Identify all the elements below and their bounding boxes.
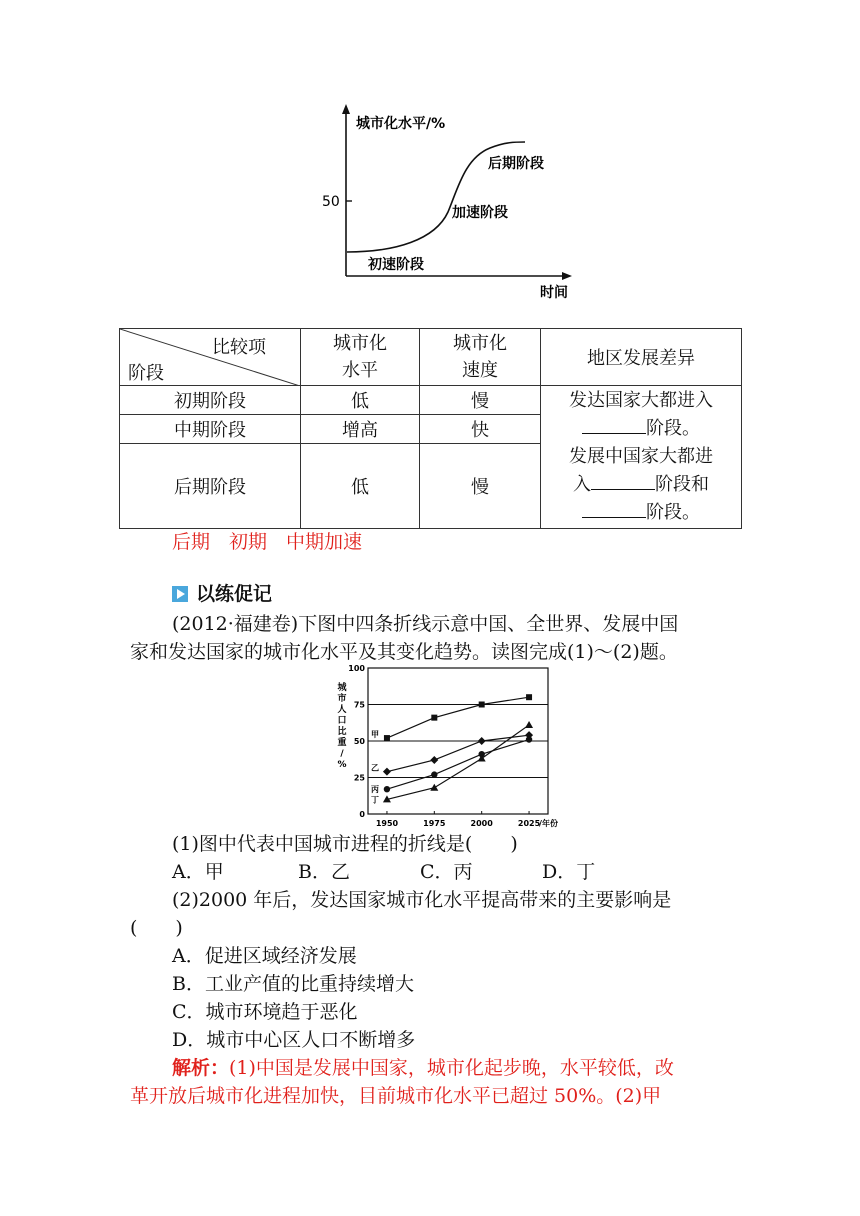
series-name-label-0: 甲 bbox=[370, 730, 379, 740]
y-axis-arrow bbox=[342, 104, 350, 114]
y-tick-label: 25 bbox=[353, 773, 365, 783]
y-axis-label: 城市化水平/% bbox=[356, 116, 446, 132]
row-stage-middle: 中期阶段 bbox=[120, 414, 301, 443]
fill-blank[interactable] bbox=[591, 471, 655, 490]
series-1-point bbox=[383, 768, 391, 776]
analysis-line-2: 革开放后城市化进程加快，目前城市化水平已超过 50%。(2)甲 bbox=[130, 1085, 662, 1107]
y-tick-50: 50 bbox=[322, 194, 340, 210]
x-unit-label: /年份 bbox=[539, 819, 558, 828]
row-stage-initial: 初期阶段 bbox=[120, 386, 301, 415]
y-axis-label-char: / bbox=[340, 749, 344, 759]
urbanization-line-chart bbox=[330, 662, 580, 832]
x-axis-label: 时间 bbox=[540, 285, 568, 301]
series-2-point bbox=[431, 771, 437, 777]
diff-line-5: 阶段。 bbox=[541, 499, 741, 527]
diagonal-header-cell bbox=[120, 329, 301, 386]
q1-stem: (1)图中代表中国城市进程的折线是( ) bbox=[172, 833, 518, 855]
row-speed-middle: 快 bbox=[420, 414, 541, 443]
series-line-0 bbox=[387, 697, 529, 738]
q1-option-d[interactable]: D．丁 bbox=[542, 861, 596, 883]
series-0-point bbox=[384, 735, 390, 741]
series-line-2 bbox=[387, 740, 529, 790]
y-tick-label: 50 bbox=[353, 737, 365, 746]
y-axis-label-char: 比 bbox=[337, 727, 347, 737]
question-intro-2: 家和发达国家的城市化水平及其变化趋势。读图完成(1)～(2)题。 bbox=[130, 641, 678, 663]
stage-label-initial: 初速阶段 bbox=[368, 257, 424, 273]
y-tick-label: 0 bbox=[359, 810, 365, 819]
question-intro-1: (2012·福建卷)下图中四条折线示意中国、全世界、发展中国 bbox=[172, 613, 679, 635]
x-tick-label: 2025 bbox=[517, 819, 541, 828]
q2-stem-2: ( ) bbox=[130, 917, 183, 939]
fill-blank[interactable] bbox=[582, 415, 646, 434]
series-3-point bbox=[525, 721, 533, 728]
row-speed-initial: 慢 bbox=[420, 386, 541, 415]
q2-option-d[interactable]: D．城市中心区人口不断增多 bbox=[172, 1029, 416, 1051]
y-tick-label: 100 bbox=[348, 664, 365, 673]
q2-option-b[interactable]: B．工业产值的比重持续增大 bbox=[172, 973, 414, 995]
q1-option-b[interactable]: B．乙 bbox=[298, 861, 350, 883]
series-name-label-1: 乙 bbox=[370, 763, 379, 773]
row-speed-late: 慢 bbox=[420, 443, 541, 528]
series-name-label-3: 丁 bbox=[370, 795, 379, 805]
section-title: 以练促记 bbox=[172, 580, 272, 608]
diag-bottom-label: 阶段 bbox=[128, 363, 164, 384]
q1-option-c[interactable]: C．丙 bbox=[420, 861, 473, 883]
x-axis-arrow bbox=[562, 272, 572, 280]
analysis-line-1: 解析：(1)中国是发展中国家，城市化起步晚，水平较低，改 bbox=[172, 1057, 674, 1079]
header-speed: 城市化 速度 bbox=[420, 329, 541, 386]
row-stage-late: 后期阶段 bbox=[120, 443, 301, 528]
series-0-point bbox=[431, 715, 437, 721]
y-axis-label-char: 口 bbox=[337, 716, 347, 726]
urbanization-stage-chart bbox=[300, 100, 600, 305]
x-tick-label: 1975 bbox=[423, 819, 446, 828]
row-level-late: 低 bbox=[301, 443, 420, 528]
series-1-point bbox=[478, 737, 486, 745]
y-axis-label-char: 重 bbox=[337, 738, 347, 748]
fill-blank[interactable] bbox=[582, 499, 646, 518]
diff-line-4: 入 阶段和 bbox=[541, 471, 741, 499]
analysis-label: 解析： bbox=[172, 1057, 230, 1079]
play-icon bbox=[172, 586, 188, 602]
stage-label-accelerate: 加速阶段 bbox=[452, 205, 508, 221]
series-1-point bbox=[430, 756, 438, 764]
y-axis-label-char: % bbox=[337, 760, 347, 770]
row-level-initial: 低 bbox=[301, 386, 420, 415]
diff-line-1: 发达国家大都进入 bbox=[569, 390, 713, 411]
x-tick-label: 2000 bbox=[470, 819, 493, 828]
y-tick-label: 75 bbox=[353, 700, 365, 710]
header-diff: 地区发展差异 bbox=[541, 329, 742, 386]
series-2-point bbox=[526, 736, 532, 742]
row-level-middle: 增高 bbox=[301, 414, 420, 443]
series-line-3 bbox=[387, 725, 529, 799]
stage-comparison-table bbox=[119, 328, 742, 529]
q2-stem-1: (2)2000 年后，发达国家城市化水平提高带来的主要影响是 bbox=[172, 889, 672, 911]
diff-line-3: 发展中国家大都进 bbox=[569, 446, 713, 467]
header-level: 城市化 水平 bbox=[301, 329, 420, 386]
q1-option-a[interactable]: A．甲 bbox=[172, 861, 224, 883]
series-0-point bbox=[526, 694, 532, 700]
series-name-label-2: 丙 bbox=[370, 785, 379, 795]
diag-top-label: 比较项 bbox=[212, 337, 266, 358]
series-3-point bbox=[430, 784, 438, 791]
stage-label-late: 后期阶段 bbox=[488, 156, 544, 172]
answer-line: 后期 初期 中期加速 bbox=[172, 531, 363, 553]
q2-option-c[interactable]: C．城市环境趋于恶化 bbox=[172, 1001, 358, 1023]
series-2-point bbox=[384, 786, 390, 792]
regional-difference-cell bbox=[541, 386, 742, 529]
y-axis-label-char: 人 bbox=[337, 705, 347, 715]
q2-option-a[interactable]: A．促进区域经济发展 bbox=[172, 945, 357, 967]
y-axis-label-char: 城 bbox=[337, 683, 347, 693]
y-axis-label-char: 市 bbox=[337, 694, 347, 704]
x-tick-label: 1950 bbox=[375, 819, 399, 828]
diff-line-2: 阶段。 bbox=[541, 415, 741, 443]
series-0-point bbox=[479, 702, 485, 708]
